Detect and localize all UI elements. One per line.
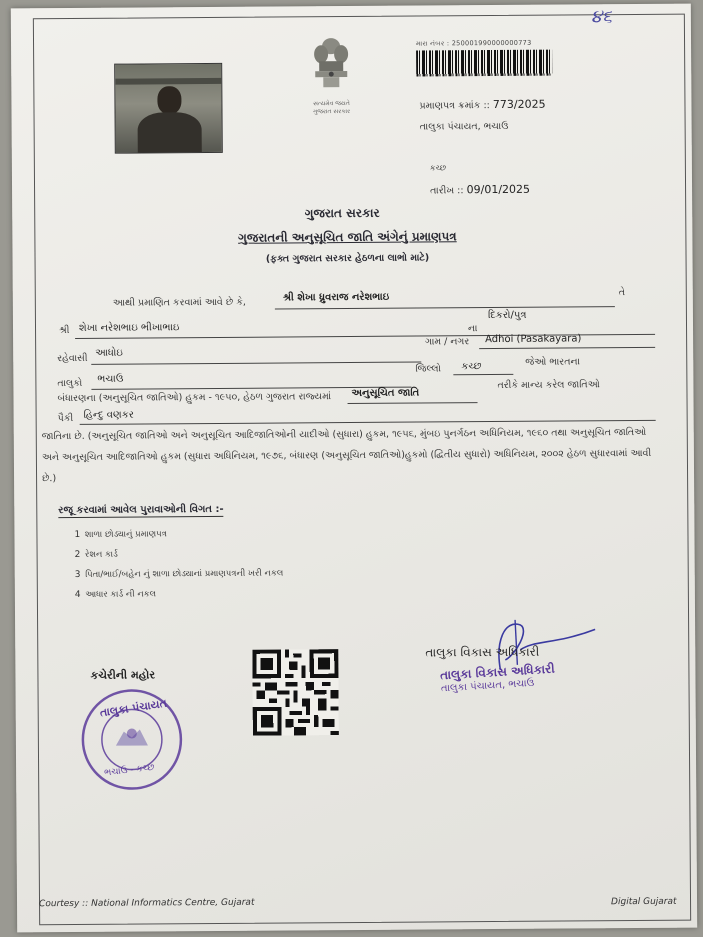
resident-label: રહેવાસી <box>57 352 88 365</box>
district-label: જિલ્લો <box>415 363 441 375</box>
applicant-name: શ્રી શેખા ધ્રુવરાજ નરેશભાઇ <box>282 291 390 304</box>
category-value: અનુસૂચિત જાતિ <box>351 387 420 400</box>
list-item: 1 શાળા છોડ્યાનું પ્રમાણપત્ર <box>74 529 167 540</box>
resident-value: આધોઇ <box>95 347 123 359</box>
village-value: Adhoi (Pasakayara) <box>485 333 582 346</box>
corner-handwritten-mark: ૪૬ <box>590 6 613 28</box>
ashoka-emblem-icon <box>309 36 353 94</box>
barcode-block <box>416 39 556 77</box>
documents-heading: રજૂ કરવામાં આવેલ પુરાવાઓની વિગત :- <box>58 503 224 517</box>
order-text: બંધારણના (અનુસૂચિત જાતિઓ) હુકમ - ૧૯૫૦, હેઠળ ગુજરાત રાજ્યમાં <box>57 391 332 405</box>
relation: દિકરો/પુત્ર <box>487 309 527 322</box>
shri-label: શ્રી <box>58 324 70 337</box>
caste-prefix: પૈકી <box>57 412 74 425</box>
office-seal-label: કચેરીની મહોર <box>90 668 156 682</box>
barcode-image <box>416 50 552 77</box>
cert-number: 773/2025 <box>492 97 546 112</box>
father-name: શેખા નરેશભાઇ ભીખાભાઇ <box>78 322 180 334</box>
certificate-page <box>11 4 697 933</box>
govt-title: ગુજરાત સરકાર <box>304 205 380 221</box>
qr-code <box>252 649 339 736</box>
list-item: 4 આધાર કાર્ડ ની નકલ <box>74 589 157 600</box>
certificate-title: ગુજરાતની અનુસૂચિત જાતિ અંગેનું પ્રમાણપત્ર <box>238 229 457 245</box>
recognized-tail: તરીકે માન્ય કરેલ જાતિઓ <box>497 379 600 391</box>
footer-courtesy: Courtesy :: National Informatics Centre, Gujarat <box>39 897 255 910</box>
certificate-subtitle: (ફક્ત ગુજરાત સરકાર હેઠળના લાભો માટે) <box>265 252 430 265</box>
issuing-office: તાલુકા પંચાયત, ભચાઉ <box>419 120 509 133</box>
date-label: તારીખ :: <box>430 185 464 197</box>
te-label: તે <box>618 287 626 299</box>
list-item: 3 પિતા/ભાઈ/બહેન નું શાળા છોડ્યાનાં પ્રમાણપત્રની ખરી નકલ <box>74 568 284 580</box>
legal-paragraph: જાતિના છે. (અનુસૂચિત જાતિઓ અને અનુસૂચિત આદિજાતિઓની યાદીઓ (સુધારા) હુકમ, ૧૯૫૬, મુંબઇ પુનર્ગઠન અધિનિયમ, ૧૯૬૦ તથા અનુસૂચિત જાતિઓ અને અનુસૂચિત આદિજાતિઓ હુકમ (સુધારા અધિનિયમ, ૧૯૭૬, બંધારણ (અનુસૂચિત જાતિઓ)હુકમો (દ્વિતીય સુધારો) અધિનિયમ, ૨૦૦૨ હેઠળ સુધારવામાં આવી છે.) <box>41 426 652 485</box>
seal-ring-top: તાલુકા પંચાયત <box>99 696 168 720</box>
date-row <box>430 183 530 197</box>
officer-stamp-office: તાલુકા પંચાયત, ભચાઉ <box>440 677 535 695</box>
country-tail: જેઓ ભારતના <box>525 356 580 368</box>
officer-stamp-title: તાલુકા વિકાસ અધિકારી <box>439 661 556 683</box>
emblem-caption: સત્યમેવ જયતે ગુજરાત સરકાર <box>312 100 351 116</box>
certify-label: આથી પ્રમાણિત કરવામાં આવે છે કે, <box>112 296 246 309</box>
state-emblem <box>301 36 362 122</box>
documents-list <box>74 523 283 604</box>
barcode-number: મારા નંબર : 250001990000000773 <box>416 38 532 48</box>
taluka-label: તાલુકો <box>57 377 83 390</box>
applicant-photo <box>114 63 223 154</box>
caste-value: હિન્દુ વણકર <box>83 409 135 421</box>
village-label: ગામ / નગર <box>425 336 470 348</box>
taluka-value: ભચાઉ <box>97 373 124 385</box>
footer-digital-gujarat: Digital Gujarat <box>611 896 677 908</box>
cert-number-label: પ્રમાણપત્ર ક્રમાંક :: <box>419 100 490 112</box>
issue-place: કચ્છ <box>429 163 447 173</box>
relation-prefix: ના <box>467 323 478 335</box>
district-value: કચ્છ <box>461 361 482 373</box>
officer-title: તાલુકા વિકાસ અધિકારી <box>425 644 540 660</box>
issue-date: 09/01/2025 <box>466 182 531 197</box>
seal-ring-bottom: ભચાઉ - કચ્છ <box>103 762 156 779</box>
cert-number-row <box>419 98 545 112</box>
list-item: 2 રેશન કાર્ડ <box>74 549 118 560</box>
